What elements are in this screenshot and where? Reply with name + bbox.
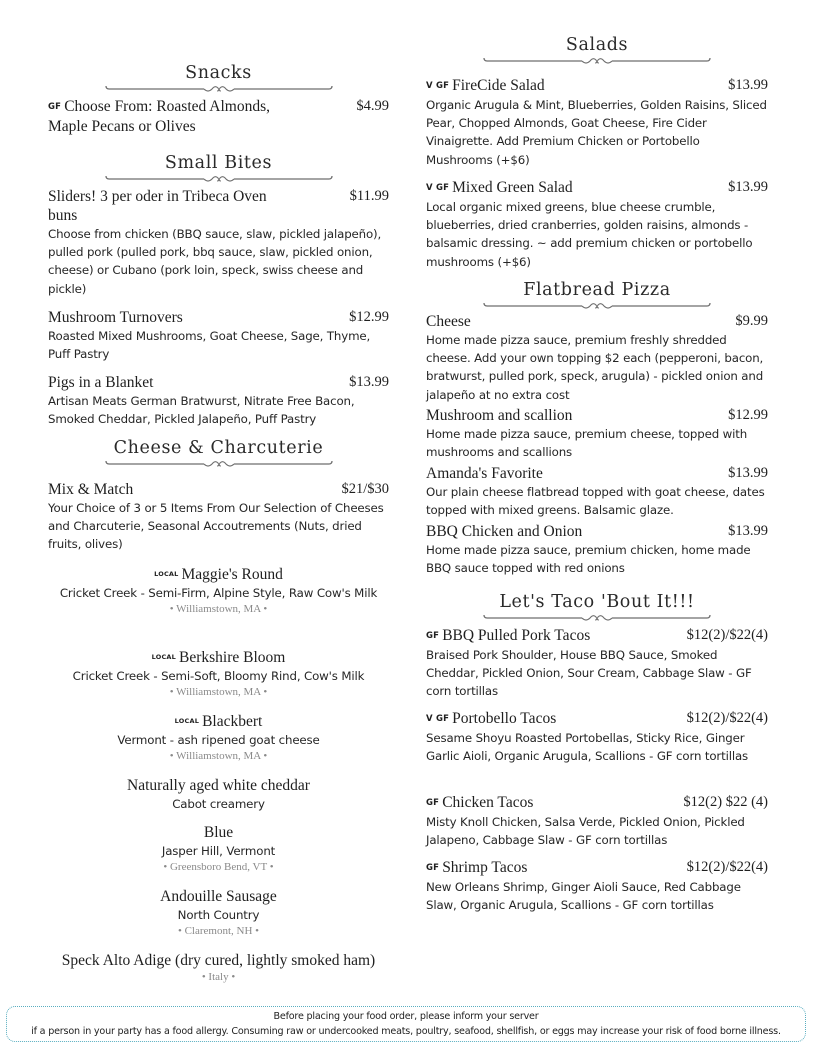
item-name: Speck Alto Adige (dry cured, lightly smoked ham) xyxy=(61,952,376,969)
item-name: Mushroom and scallion xyxy=(426,407,573,424)
item-name: Choose From: Roasted Almonds, xyxy=(64,98,271,115)
cheese-item xyxy=(48,951,389,984)
section-title: Small Bites xyxy=(164,153,273,173)
item-price: $13.99 xyxy=(728,523,768,539)
item-description: Organic Arugula & Mint, Blueberries, Golden Raisins, Sliced Pear, Chopped Almonds, Goat Cheese, Fire Cider Vinaigrette. Add Premium Chicken or Portobello Mushrooms (+$6) xyxy=(426,98,767,167)
gluten-free-tag: GF xyxy=(426,631,440,641)
item-description: North Country xyxy=(177,908,260,922)
item-price: $11.99 xyxy=(349,188,389,204)
item-price: $9.99 xyxy=(735,313,768,329)
section-title: Flatbread Pizza xyxy=(523,280,671,300)
item-name: Shrimp Tacos xyxy=(442,859,528,876)
menu-item xyxy=(426,178,768,271)
item-description: Artisan Meats German Bratwurst, Nitrate Free Bacon, Smoked Cheddar, Pickled Jalapeño, Puff Pastry xyxy=(48,394,355,427)
scroll-ornament-divider-icon xyxy=(482,56,712,66)
notice-line-1: Before placing your food order, please inform your server xyxy=(273,1011,539,1022)
item-description: Roasted Mixed Mushrooms, Goat Cheese, Sage, Thyme, Puff Pastry xyxy=(48,329,371,362)
section-cheese-charcuterie xyxy=(48,437,389,469)
item-name: Chicken Tacos xyxy=(442,794,534,811)
item-name: Cheese xyxy=(426,313,471,330)
gluten-free-tag: GF xyxy=(48,102,62,112)
section-title: Snacks xyxy=(185,63,252,83)
item-price: $13.99 xyxy=(728,77,768,93)
menu-item xyxy=(426,312,768,404)
item-price: $12.99 xyxy=(728,407,768,423)
item-description: Home made pizza sauce, premium chicken, home made BBQ sauce topped with red onions xyxy=(426,543,751,576)
item-price: $12(2)/$22(4) xyxy=(686,627,768,643)
item-description: Cricket Creek - Semi-Firm, Alpine Style, Raw Cow's Milk xyxy=(59,586,378,600)
item-name: Portobello Tacos xyxy=(452,710,557,727)
item-origin: • Williamstown, MA • xyxy=(169,686,268,698)
vegetarian-gluten-free-tag: V GF xyxy=(426,183,450,193)
notice-line-2: if a person in your party has a food allergy. Consuming raw or undercooked meats, poultry, seafood, shellfish, or eggs may increase your risk of food borne illness. xyxy=(31,1026,781,1037)
item-description: Vermont - ash ripened goat cheese xyxy=(117,733,320,747)
scroll-ornament-divider-icon xyxy=(104,174,334,184)
menu-item xyxy=(48,97,389,136)
item-name: Blackbert xyxy=(202,713,263,730)
item-price: $12.99 xyxy=(349,309,389,325)
item-origin: • Claremont, NH • xyxy=(177,925,260,937)
item-description: Jasper Hill, Vermont xyxy=(161,844,276,858)
item-description: Home made pizza sauce, premium cheese, topped with mushrooms and scallions xyxy=(426,427,748,460)
menu-item xyxy=(48,187,389,298)
item-name: Berkshire Bloom xyxy=(179,649,286,666)
allergy-notice xyxy=(6,1006,806,1042)
cheese-item xyxy=(48,712,389,763)
menu-item xyxy=(426,464,768,519)
section-flatbread-pizza xyxy=(426,279,768,311)
menu-item xyxy=(426,793,768,849)
item-price: $12(2) $22 (4) xyxy=(683,794,768,810)
item-description: Sesame Shoyu Roasted Portobellas, Sticky Rice, Ginger Garlic Aioli, Organic Arugula, Scallions - GF corn tortillas xyxy=(426,731,749,764)
local-tag: LOCAL xyxy=(151,653,177,661)
section-snacks xyxy=(48,62,389,94)
item-name: BBQ Chicken and Onion xyxy=(426,523,583,540)
section-small-bites xyxy=(48,152,389,184)
item-price: $13.99 xyxy=(728,179,768,195)
scroll-ornament-divider-icon xyxy=(482,613,712,623)
gluten-free-tag: GF xyxy=(426,863,440,873)
section-title: Cheese & Charcuterie xyxy=(113,438,324,458)
item-origin: • Greensboro Bend, VT • xyxy=(163,861,274,873)
item-origin: • Williamstown, MA • xyxy=(169,603,268,615)
item-description: Choose from chicken (BBQ sauce, slaw, pickled jalapeño), pulled pork (pulled pork, bbq sauce, slaw, pickled onion, cheese) or Cubano (pork loin, speck, swiss cheese and pickle) xyxy=(48,227,382,296)
item-price: $13.99 xyxy=(728,465,768,481)
item-name: Sliders! 3 per oder in Tribeca Oven xyxy=(48,188,267,205)
item-name: Mushroom Turnovers xyxy=(48,309,183,326)
item-name: Mix & Match xyxy=(48,481,134,498)
section-title: Salads xyxy=(565,35,629,55)
scroll-ornament-divider-icon xyxy=(104,84,334,94)
menu-item xyxy=(426,522,768,577)
section-tacos xyxy=(426,591,768,623)
item-name: Amanda's Favorite xyxy=(426,465,543,482)
item-description: Your Choice of 3 or 5 Items From Our Selection of Cheeses and Charcuterie, Seasonal Accoutrements (Nuts, dried fruits, olives) xyxy=(48,501,384,552)
menu-item xyxy=(48,308,389,363)
menu-item-mix-match xyxy=(48,480,389,554)
item-description: New Orleans Shrimp, Ginger Aioli Sauce, Red Cabbage Slaw, Organic Arugula, Scallions - GF corn tortillas xyxy=(426,880,741,913)
item-price: $12(2)/$22(4) xyxy=(686,710,768,726)
local-tag: LOCAL xyxy=(174,717,200,725)
menu-item xyxy=(426,406,768,461)
cheese-item xyxy=(48,887,389,938)
item-description: Home made pizza sauce, premium freshly shredded cheese. Add your own topping $2 each (pepperoni, bacon, bratwurst, pulled pork, speck, arugula) - pickled onion and jalapeño at no extra cost xyxy=(426,333,764,402)
item-price: $13.99 xyxy=(349,374,389,390)
item-price: $21/$30 xyxy=(341,481,389,497)
item-price: $12(2)/$22(4) xyxy=(686,859,768,875)
item-description: Our plain cheese flatbread topped with goat cheese, dates topped with mixed greens. Balsamic glaze. xyxy=(426,485,765,518)
cheese-item xyxy=(48,776,389,813)
item-description: Cabot creamery xyxy=(172,797,265,811)
cheese-item xyxy=(48,648,389,699)
item-name-cont: Maple Pecans or Olives xyxy=(48,118,196,135)
item-name: Pigs in a Blanket xyxy=(48,374,154,391)
gluten-free-tag: GF xyxy=(426,798,440,808)
vegetarian-gluten-free-tag: V GF xyxy=(426,81,450,91)
cheese-item xyxy=(48,823,389,874)
menu-item xyxy=(426,76,768,169)
scroll-ornament-divider-icon xyxy=(482,301,712,311)
menu-item xyxy=(426,709,768,765)
item-origin: • Williamstown, MA • xyxy=(169,750,268,762)
section-title: Let's Taco 'Bout It!!! xyxy=(499,592,695,612)
item-name-cont: buns xyxy=(48,207,78,224)
item-name: Maggie's Round xyxy=(181,566,283,583)
item-name: Mixed Green Salad xyxy=(452,179,573,196)
item-name: Naturally aged white cheddar xyxy=(127,777,310,794)
item-description: Local organic mixed greens, blue cheese crumble, blueberries, dried cranberries, golden raisins, almonds - balsamic dressing. ~ add premium chicken or portobello mushrooms (+$6) xyxy=(426,200,753,269)
section-salads xyxy=(426,34,768,66)
item-description: Braised Pork Shoulder, House BBQ Sauce, Smoked Cheddar, Pickled Onion, Sour Cream, Cabbage Slaw - GF corn tortillas xyxy=(426,648,752,699)
item-name: BBQ Pulled Pork Tacos xyxy=(442,627,591,644)
item-description: Cricket Creek - Semi-Soft, Bloomy Rind, Cow's Milk xyxy=(72,669,365,683)
menu-item xyxy=(426,626,768,701)
item-description: Misty Knoll Chicken, Salsa Verde, Pickled Onion, Pickled Jalapeno, Cabbage Slaw - GF corn tortillas xyxy=(426,815,745,848)
item-origin: • Italy • xyxy=(201,971,236,983)
item-name: Blue xyxy=(203,824,234,841)
item-name: FireCide Salad xyxy=(452,77,545,94)
local-tag: LOCAL xyxy=(154,570,179,578)
vegetarian-gluten-free-tag: V GF xyxy=(426,714,450,724)
scroll-ornament-divider-icon xyxy=(104,459,334,469)
item-name: Andouille Sausage xyxy=(160,888,277,905)
cheese-item xyxy=(48,565,389,616)
menu-item xyxy=(426,858,768,914)
item-price: $4.99 xyxy=(356,98,389,114)
menu-item xyxy=(48,373,389,428)
